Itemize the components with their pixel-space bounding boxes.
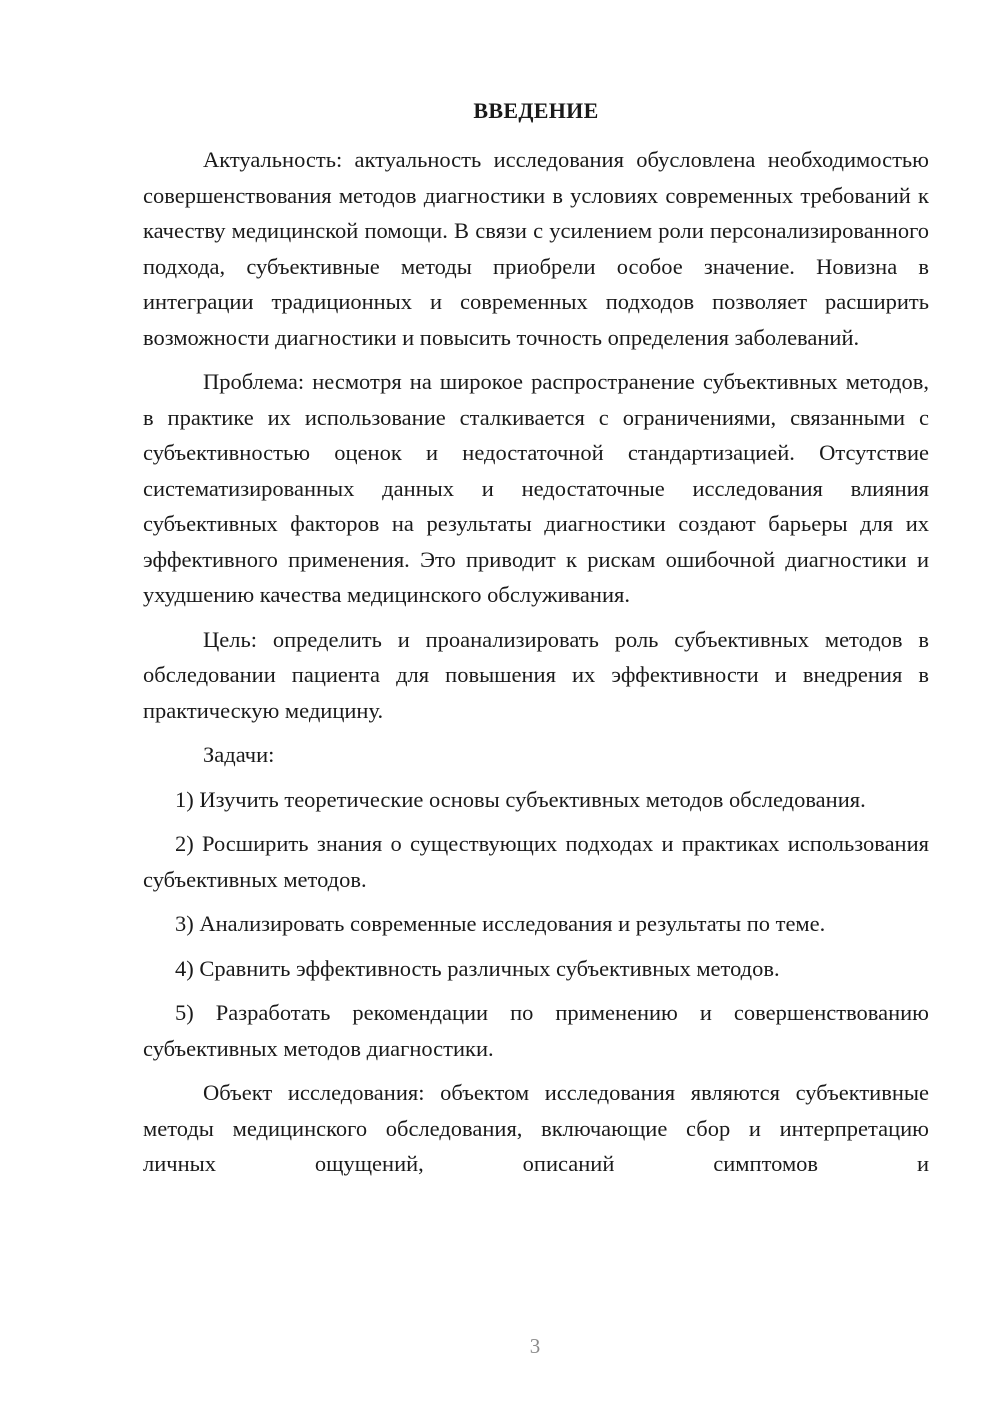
paragraph-relevance: Актуальность: актуальность исследования обусловлена необходимостью совершенствования методов диагностики в условиях современных требований к качеству медицинской помощи. В связи с усилением роли персонализированного подхода, субъективные методы приобрели особое значение. Новизна в интеграции традиционных и современных подходов позволяет расширить возможности диагностики и повысить точность определения заболеваний. <box>143 147 929 350</box>
paragraph-goal: Цель: определить и проанализировать роль субъективных методов в обследовании пациента для повышения их эффективности и внедрения в практическую медицину. <box>143 626 929 723</box>
page-number: 3 <box>529 1334 541 1358</box>
task-item-4: 4) Сравнить эффективность различных субъективных методов. <box>175 955 780 981</box>
task-item-3: 3) Анализировать современные исследования и результаты по теме. <box>175 911 826 936</box>
task-item-1: 1) Изучить теоретические основы субъективных методов обследования. <box>175 786 866 812</box>
task-item-2: 2) Росширить знания о существующих подходах и практиках использования субъективных методов. <box>143 831 929 892</box>
paragraph-tasks-label: Задачи: <box>203 742 275 767</box>
section-heading: ВВЕДЕНИЕ <box>473 98 599 123</box>
paragraph-object: Объект исследования: объектом исследования являются субъективные методы медицинского обследования, включающие сбор и интерпретацию личных ощущений, описаний симптомов и <box>143 1080 929 1176</box>
body-text <box>143 142 929 1182</box>
paragraph-problem: Проблема: несмотря на широкое распространение субъективных методов, в практике их использование сталкивается с ограничениями, связанными с субъективностью оценок и недостаточной стандартизацией. Отсутствие систематизированных данных и недостаточные исследования влияния субъективных факторов на результаты диагностики создают барьеры для их эффективного применения. Это приводит к рискам ошибочной диагностики и ухудшению качества медицинского обслуживания. <box>143 369 929 607</box>
task-item-5: 5) Разработать рекомендации по применению и совершенствованию субъективных методов диагностики. <box>143 1000 929 1061</box>
